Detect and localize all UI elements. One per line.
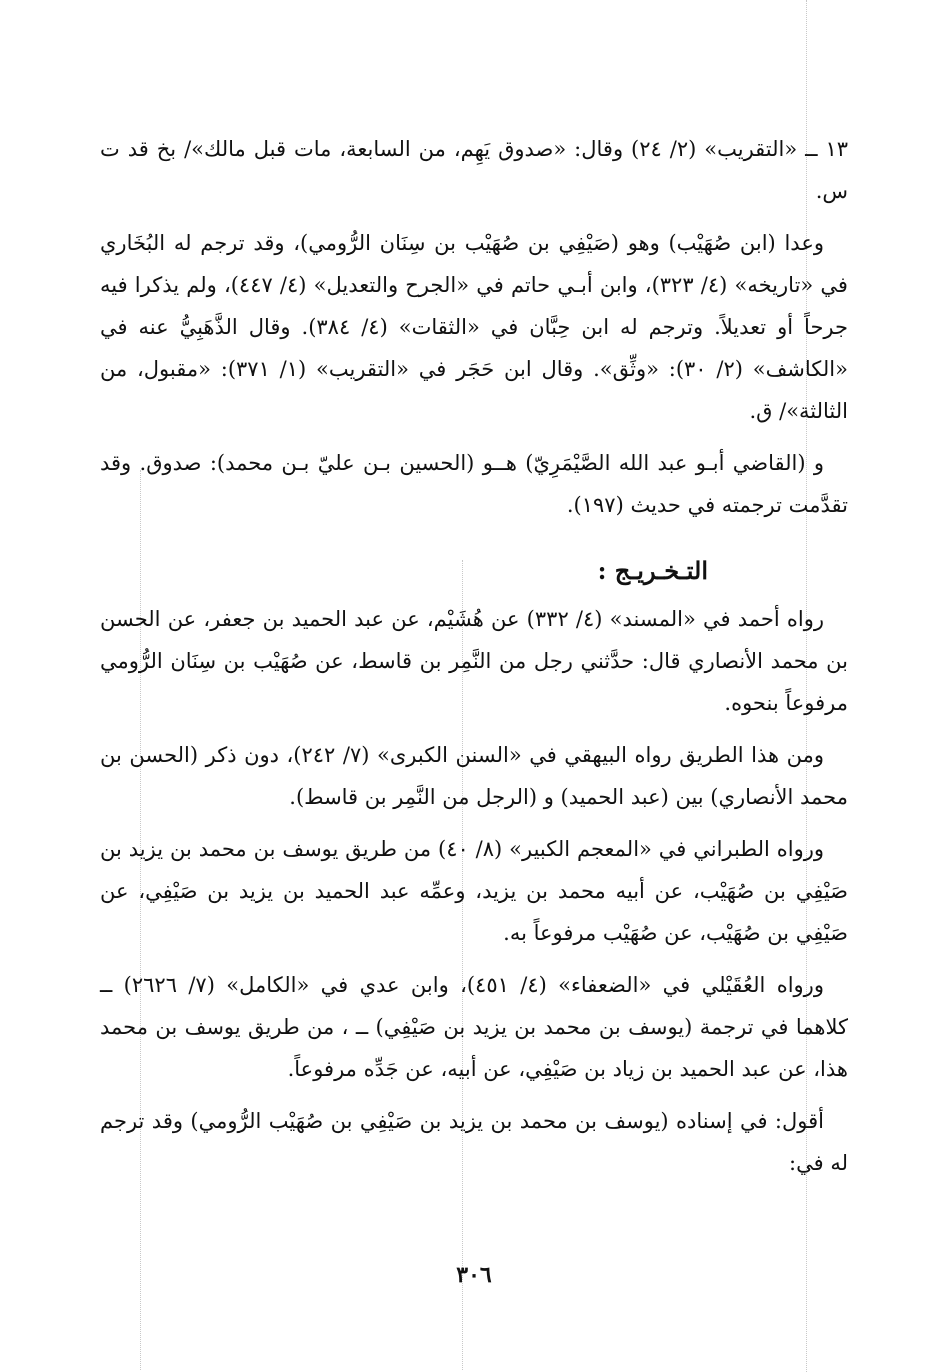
footnote-13-paragraph: ١٣ ــ «التقريب» (٢/ ٢٤) وقال: «صدوق يَهِم، من السابعة، مات قبل مالك»/ بخ قد ت س. <box>100 137 848 203</box>
takhrij-paragraph-uqayli: ورواه العُقَيْلي في «الضعفاء» (٤/ ٤٥١)، وابن عدي في «الكامل» (٧/ ٢٦٢٦) ــ كلاهما في ترجمة (يوسف بن محمد بن يزيد بن صَيْفِي) ــ ، من طريق يوسف بن محمد هذا، عن عبد الحميد بن زياد بن صَيْفِي، عن أبيه، عن جَدِّه مرفوعاً. <box>100 973 848 1081</box>
takhrij-paragraph-bayhaqi: ومن هذا الطريق رواه البيهقي في «السنن الكبرى» (٧/ ٢٤٢)، دون ذكر (الحسن بن محمد الأنصاري) بين (عبد الحميد) و (الرجل من النَّمِر بن قاسط). <box>100 743 848 809</box>
body-text <box>100 128 848 1194</box>
qadi-saymari-paragraph: و (القاضي أبـو عبد الله الصَّيْمَرِيّ) هــو (الحسين بـن عليّ بـن محمد): صدوق. وقد تقدَّمت ترجمته في حديث (١٩٧). <box>100 451 848 517</box>
page-number: ٣٠٦ <box>456 1262 492 1288</box>
ibn-suhayb-paragraph: وعدا (ابن صُهَيْب) وهو (صَيْفِي بن صُهَيْب بن سِنَان الرُّومي)، وقد ترجم له البُخَاري في «تاريخه» (٤/ ٣٢٣)، وابن أبـي حاتم في «الجرح والتعديل» (٤/ ٤٤٧)، ولم يذكرا فيه جرحاً أو تعديلاً. وترجم له ابن حِبَّان في «الثقات» (٤/ ٣٨٤). وقال الذَّهَبِيُّ عنه في «الكاشف» (٢/ ٣٠): «وثِّق». وقال ابن حَجَر في «التقريب» (١/ ٣٧١): «مقبول، من الثالثة»/ ق. <box>100 231 848 423</box>
section-heading-takhrij: التـخـريـج : <box>597 556 708 585</box>
aqul-paragraph: أقول: في إسناده (يوسف بن محمد بن يزيد بن صَيْفِي بن صُهَيْب الرُّومي) وقد ترجم له في: <box>100 1109 848 1175</box>
takhrij-paragraph-tabarani: ورواه الطبراني في «المعجم الكبير» (٨/ ٤٠) من طريق يوسف بن محمد بن يزيد بن صَيْفِي بن صُهَيْب، عن أبيه محمد بن يزيد، وعمِّه عبد الحميد بن يزيد بن صَيْفِي، عن صَيْفِي بن صُهَيْب، عن صُهَيْب مرفوعاً به. <box>100 837 848 945</box>
takhrij-paragraph-ahmad: رواه أحمد في «المسند» (٤/ ٣٣٢) عن هُشَيْم، عن عبد الحميد بن جعفر، عن الحسن بن محمد الأنصاري قال: حدَّثني رجل من النَّمِر بن قاسط، عن صُهَيْب بن سِنَان الرُّومي مرفوعاً بنحوه. <box>100 607 848 715</box>
